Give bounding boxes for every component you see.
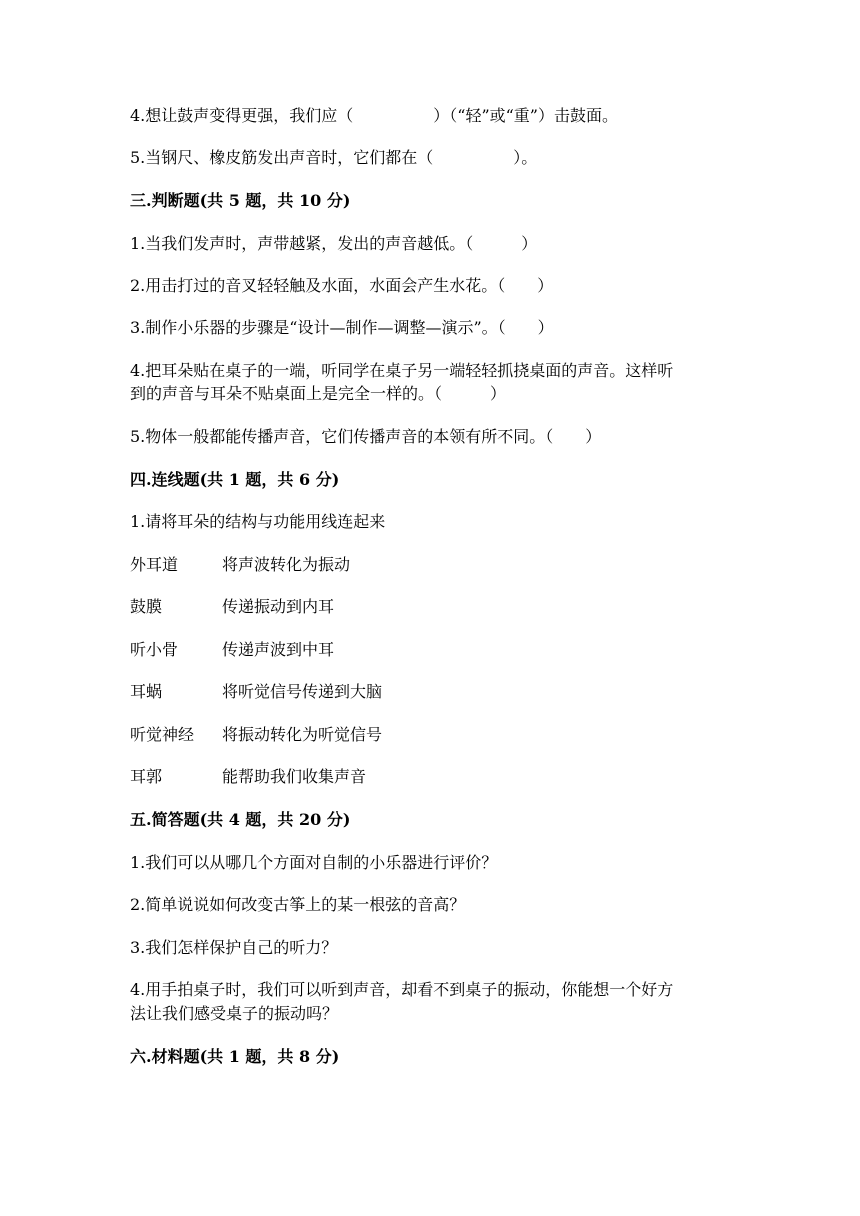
matching-pair <box>130 597 630 617</box>
matching-pair <box>130 555 630 575</box>
ear-structure-label: 耳蜗 <box>130 682 163 701</box>
matching-pair <box>130 640 630 660</box>
ear-function-label: 将振动转化为听觉信号 <box>222 725 383 744</box>
section-heading-judge: 三.判断题(共 5 题，共 10 分) <box>130 191 351 210</box>
ear-function-label: 传递振动到内耳 <box>222 597 335 616</box>
judge-question-5: 5.物体一般都能传播声音，它们传播声音的本领有所不同。（ ） <box>130 427 602 446</box>
section-heading-matching: 四.连线题(共 1 题，共 6 分) <box>130 470 340 489</box>
short-answer-question-2: 2.简单说说如何改变古筝上的某一根弦的音高？ <box>130 895 466 914</box>
judge-question-1: 1.当我们发声时，声带越紧，发出的声音越低。（ ） <box>130 234 538 253</box>
section-heading-material: 六.材料题(共 1 题，共 8 分) <box>130 1047 340 1066</box>
section-heading-short-answer: 五.简答题(共 4 题，共 20 分) <box>130 810 351 829</box>
document-page <box>130 0 730 1216</box>
matching-pair <box>130 682 630 702</box>
ear-structure-label: 听小骨 <box>130 640 179 659</box>
ear-structure-label: 鼓膜 <box>130 597 163 616</box>
ear-function-label: 将声波转化为振动 <box>222 555 351 574</box>
ear-function-label: 将听觉信号传递到大脑 <box>222 682 383 701</box>
matching-question-1: 1.请将耳朵的结构与功能用线连起来 <box>130 512 386 531</box>
ear-function-label: 能帮助我们收集声音 <box>222 767 367 786</box>
fill-blank-question-4: 4.想让鼓声变得更强，我们应（ ）（“轻”或“重”）击鼓面。 <box>130 106 618 125</box>
fill-blank-question-5: 5.当钢尺、橡皮筋发出声音时，它们都在（ ）。 <box>130 148 538 167</box>
ear-structure-label: 外耳道 <box>130 555 179 574</box>
short-answer-question-4-line-1: 4.用手拍桌子时，我们可以听到声音，却看不到桌子的振动，你能想一个好方 <box>130 980 674 999</box>
matching-pair <box>130 767 630 787</box>
judge-question-3: 3.制作小乐器的步骤是“设计—制作—调整—演示”。（ ） <box>130 318 554 337</box>
judge-question-4-line-2: 到的声音与耳朵不贴桌面上是完全一样的。（ ） <box>130 384 507 403</box>
ear-function-label: 传递声波到中耳 <box>222 640 335 659</box>
short-answer-question-3: 3.我们怎样保护自己的听力？ <box>130 938 338 957</box>
ear-structure-label: 听觉神经 <box>130 725 195 744</box>
ear-structure-label: 耳郭 <box>130 767 163 786</box>
judge-question-2: 2.用击打过的音叉轻轻触及水面，水面会产生水花。（ ） <box>130 276 554 295</box>
short-answer-question-1: 1.我们可以从哪几个方面对自制的小乐器进行评价？ <box>130 853 498 872</box>
judge-question-4-line-1: 4.把耳朵贴在桌子的一端，听同学在桌子另一端轻轻抓挠桌面的声音。这样听 <box>130 361 674 380</box>
short-answer-question-4-line-2: 法让我们感受桌子的振动吗？ <box>130 1004 339 1023</box>
matching-pair <box>130 725 630 745</box>
